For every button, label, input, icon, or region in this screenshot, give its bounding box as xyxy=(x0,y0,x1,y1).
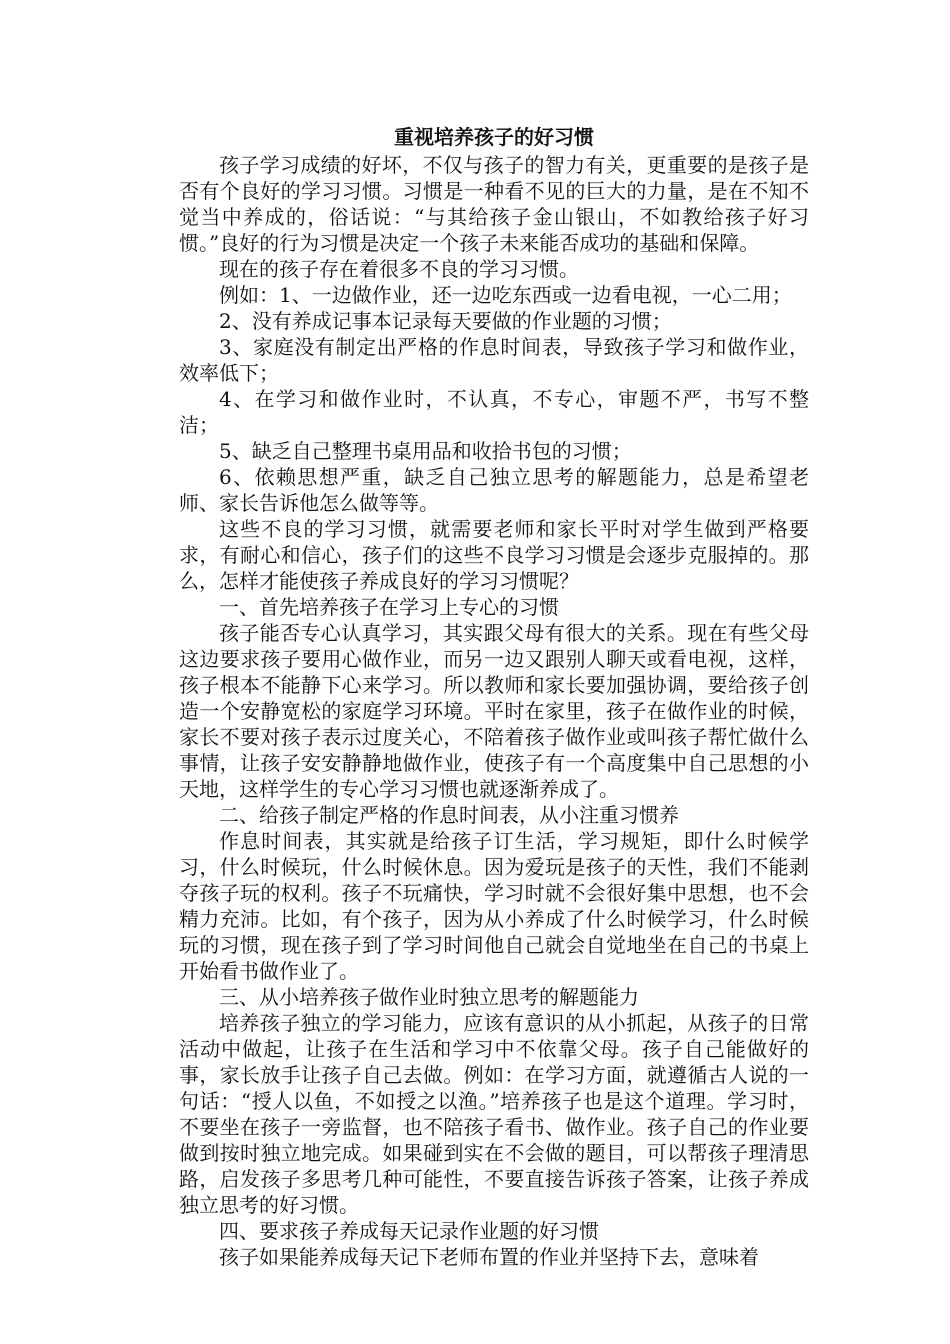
list-item-2: 2、没有养成记事本记录每天要做的作业题的习惯； xyxy=(219,309,672,333)
section-heading-2: 二、给孩子制定严格的作息时间表，从小注重习惯养 xyxy=(219,803,679,827)
document-body xyxy=(179,124,809,1270)
section-heading-3: 三、从小培养孩子做作业时独立思考的解题能力 xyxy=(219,985,639,1009)
list-item-4: 4、在学习和做作业时，不认真，不专心，审题不严，书写不整洁； xyxy=(179,387,809,437)
section-body-3: 培养孩子独立的学习能力，应该有意识的从小抓起，从孩子的日常活动中做起，让孩子在生活和学习中不依靠父母。孩子自己能做好的事，家长放手让孩子自己去做。例如：在学习方面，就遵循古人说的一句话：“授人以鱼，不如授之以渔。”培养孩子也是这个道理。学习时，不要坐在孩子一旁监督，也不陪孩子看书、做作业。孩子自己的作业要做到按时独立地完成。如果碰到实在不会做的题目，可以帮孩子理清思路，启发孩子多思考几种可能性，不要直接告诉孩子答案，让孩子养成独立思考的好习惯。 xyxy=(179,1011,809,1217)
section-body-4: 孩子如果能养成每天记下老师布置的作业并坚持下去，意味着 xyxy=(219,1245,759,1269)
paragraph-bad-habits-intro: 现在的孩子存在着很多不良的学习习惯。 xyxy=(219,257,579,281)
paragraph-intro: 孩子学习成绩的好坏，不仅与孩子的智力有关，更重要的是孩子是否有个良好的学习习惯。习惯是一种看不见的巨大的力量，是在不知不觉当中养成的，俗话说：“与其给孩子金山银山，不如教给孩子好习惯。”良好的行为习惯是决定一个孩子未来能否成功的基础和保障。 xyxy=(179,153,809,255)
list-item-1: 例如：1、一边做作业，还一边吃东西或一边看电视，一心二用； xyxy=(219,283,792,307)
document-title: 重视培养孩子的好习惯 xyxy=(394,125,594,149)
section-heading-4: 四、要求孩子养成每天记录作业题的好习惯 xyxy=(219,1219,599,1243)
section-body-2: 作息时间表，其实就是给孩子订生活，学习规矩，即什么时候学习，什么时候玩，什么时候休息。因为爱玩是孩子的天性，我们不能剥夺孩子玩的权利。孩子不玩痛快，学习时就不会很好集中思想，也不会精力充沛。比如，有个孩子，因为从小养成了什么时候学习，什么时候玩的习惯，现在孩子到了学习时间他自己就会自觉地坐在自己的书桌上开始看书做作业了。 xyxy=(179,829,809,983)
list-item-6: 6、依赖思想严重，缺乏自己独立思考的解题能力，总是希望老师、家长告诉他怎么做等等。 xyxy=(179,465,809,515)
section-heading-1: 一、首先培养孩子在学习上专心的习惯 xyxy=(219,595,559,619)
list-item-5: 5、缺乏自己整理书桌用品和收拾书包的习惯； xyxy=(219,439,632,463)
list-item-3: 3、家庭没有制定出严格的作息时间表，导致孩子学习和做作业，效率低下； xyxy=(179,335,809,385)
paragraph-transition: 这些不良的学习习惯，就需要老师和家长平时对学生做到严格要求，有耐心和信心，孩子们的这些不良学习习惯是会逐步克服掉的。那么，怎样才能使孩子养成良好的学习习惯呢？ xyxy=(179,517,809,593)
section-body-1: 孩子能否专心认真学习，其实跟父母有很大的关系。现在有些父母这边要求孩子要用心做作业，而另一边又跟别人聊天或看电视，这样，孩子根本不能静下心来学习。所以教师和家长要加强协调，要给孩子创造一个安静宽松的家庭学习环境。平时在家里，孩子在做作业的时候，家长不要对孩子表示过度关心，不陪着孩子做作业或叫孩子帮忙做什么事情，让孩子安安静静地做作业，使孩子有一个高度集中自己思想的小天地，这样学生的专心学习习惯也就逐渐养成了。 xyxy=(179,621,809,801)
